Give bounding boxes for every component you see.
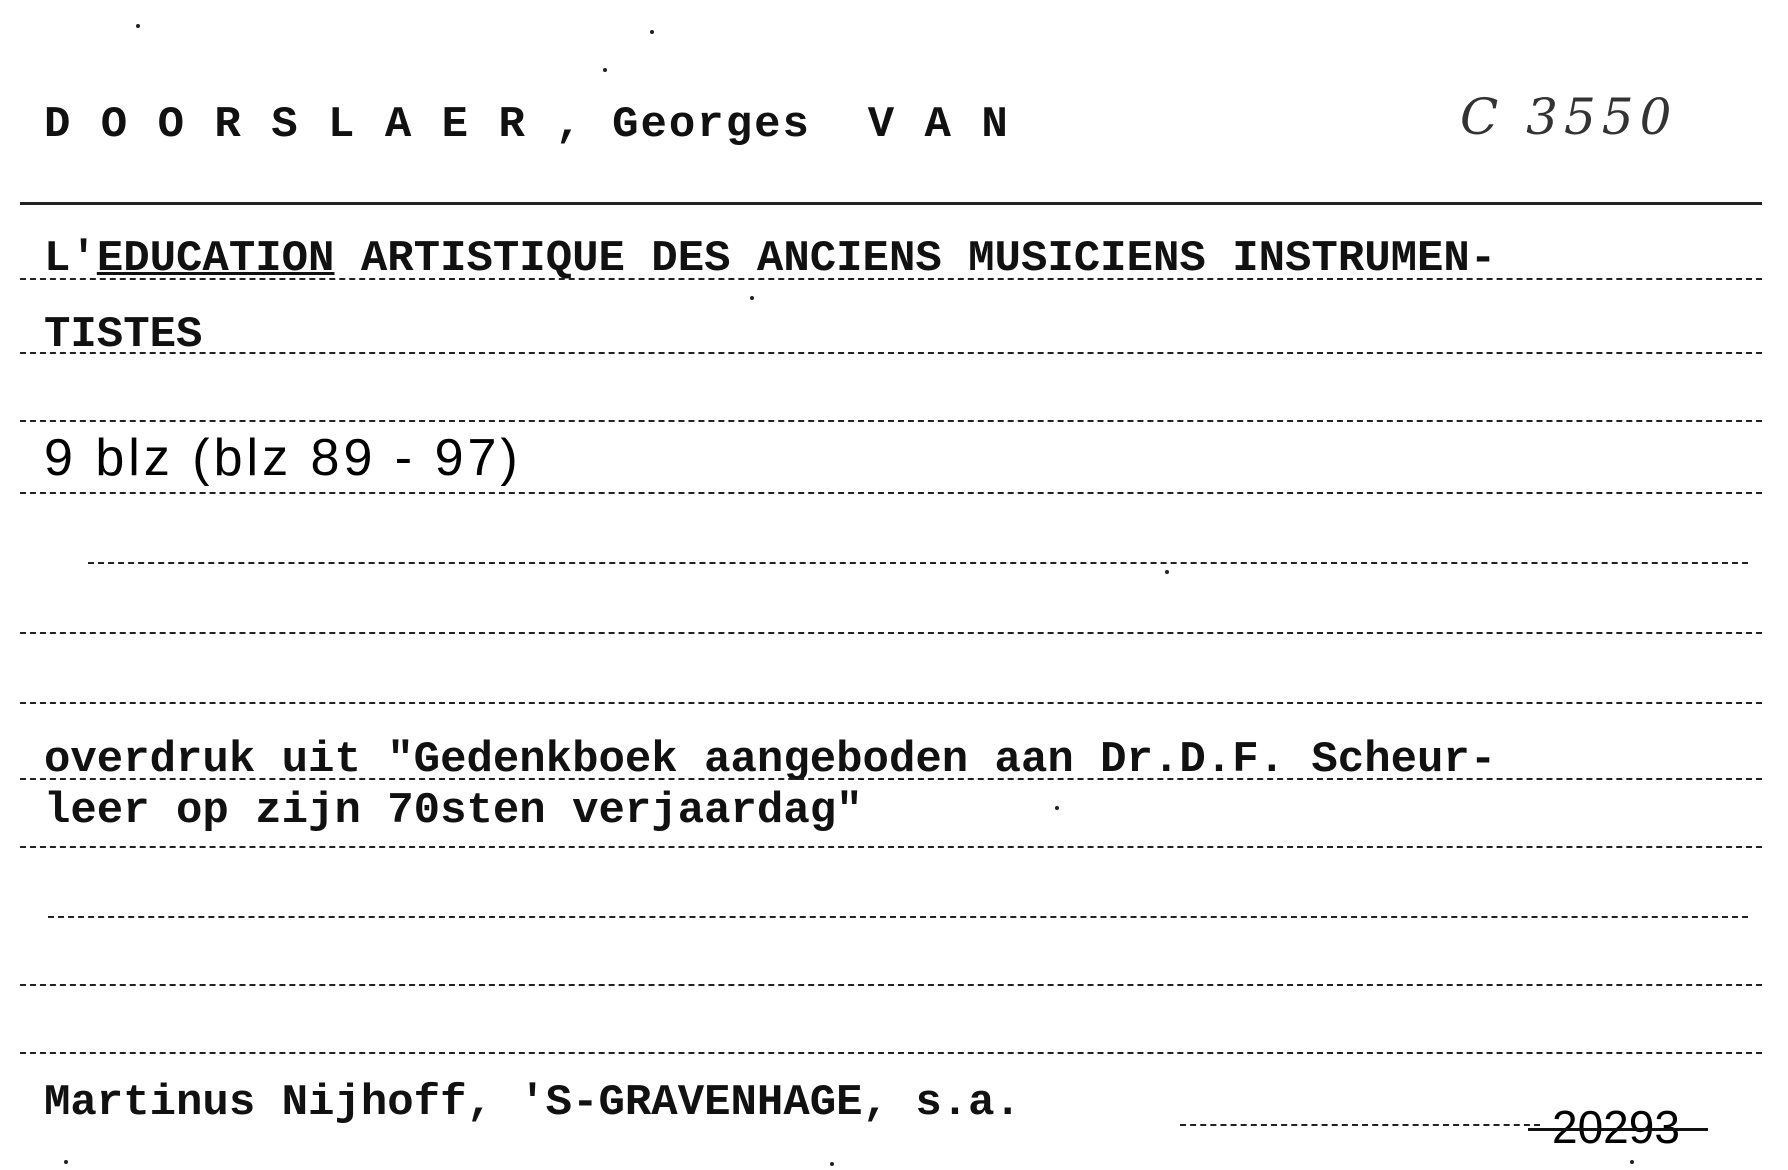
speck xyxy=(64,1160,68,1164)
speck xyxy=(650,30,654,34)
ruled-line xyxy=(20,420,1762,422)
ruled-line xyxy=(48,916,1748,918)
author-heading: D O O R S L A E R , Georges V A N xyxy=(44,100,1010,150)
ruled-line xyxy=(20,702,1762,704)
ruled-line xyxy=(20,352,1762,354)
inventory-number: 20293 xyxy=(1552,1101,1680,1153)
ruled-line xyxy=(20,778,1762,780)
speck xyxy=(603,68,607,72)
title-line-2: TISTES xyxy=(44,310,203,360)
ruled-line xyxy=(1180,1124,1540,1126)
offprint-note-line-1: overdruk uit "Gedenkboek aangeboden aan Dr.D.F. Scheur- xyxy=(44,735,1497,785)
ruled-line xyxy=(20,492,1762,494)
speck xyxy=(1165,570,1169,574)
speck xyxy=(1630,1160,1634,1164)
title-underlined-word: EDUCATION xyxy=(96,234,335,284)
ruled-line xyxy=(20,278,1762,280)
handwritten-shelfmark: C 3550 xyxy=(1460,88,1678,146)
ruled-line xyxy=(20,846,1762,848)
ruled-line xyxy=(20,1052,1762,1054)
publisher-line: Martinus Nijhoff, 'S-GRAVENHAGE, s.a. xyxy=(44,1078,1021,1128)
ruled-line xyxy=(20,202,1762,205)
ruled-line xyxy=(88,562,1748,564)
ruled-line xyxy=(20,632,1762,634)
ruled-line xyxy=(20,984,1762,986)
title-rest: ARTISTIQUE DES ANCIENS MUSICIENS INSTRUMEN- xyxy=(334,234,1497,284)
speck xyxy=(136,24,140,28)
title-prefix: L' xyxy=(44,234,97,284)
pagination: 9 blz (blz 89 - 97) xyxy=(44,429,522,487)
speck xyxy=(830,1162,834,1166)
title-line-1 xyxy=(44,234,1496,284)
speck xyxy=(750,296,754,300)
offprint-note-line-2: leer op zijn 70sten verjaardag" xyxy=(44,786,863,836)
inventory-strike-line xyxy=(1528,1128,1708,1131)
speck xyxy=(1055,806,1059,810)
